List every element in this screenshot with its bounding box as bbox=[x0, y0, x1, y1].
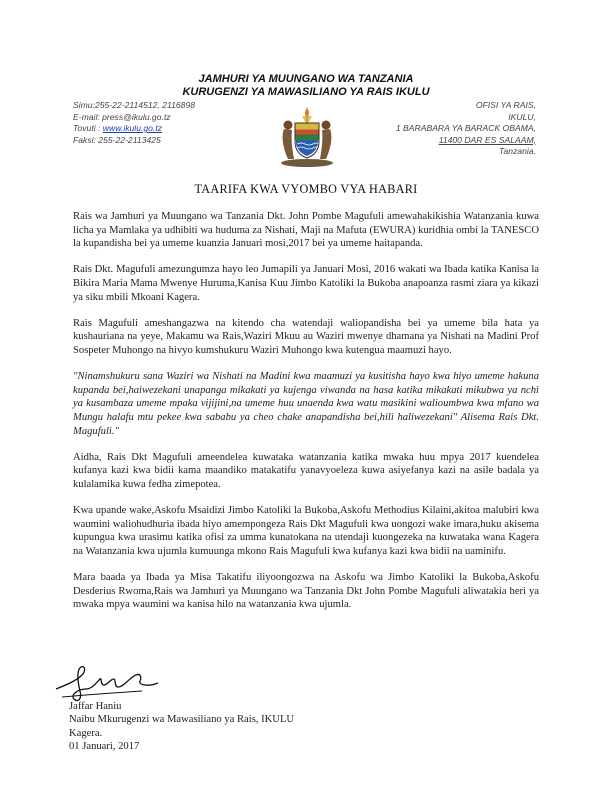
document-title: TAARIFA KWA VYOMBO VYA HABARI bbox=[194, 182, 418, 196]
quote-paragraph: "Ninamshukuru sana Waziri wa Nishati na Madini kwa maamuzi ya kusitisha hayo kwa hiyo umeme hakuna kupanda bei,haiwezekani unapanga mikakati ya kujenga viwanda na hasa katika mikakati mikubwa ya nchi ya kusambaza umeme mpaka vijijini,na umeme huu unaenda kwa watu masikini walioumbwa kwa mfano wa Mungu halafu mtu pekee kwa sababu ya cheo chake anapandisha bei,hili haliwezekani" Alisema Rais Dkt. Magufuli." bbox=[73, 371, 539, 437]
header-title-line1: JAMHURI YA MUUNGANO WA TANZANIA bbox=[198, 73, 414, 85]
email-text: E-mail: press@ikulu.go.tz bbox=[73, 111, 171, 122]
address-line5: Tanzania. bbox=[499, 146, 536, 156]
website-label: Tovuti : bbox=[73, 123, 103, 133]
closing-block bbox=[69, 700, 294, 754]
paragraph-5: Aidha, Rais Dkt Magufuli ameendelea kuwataka watanzania katika mwaka huu mpya 2017 kuendelea kufanya kazi kwa bidii kama maandiko matakatifu yanavyoeleza kuwa asiyefanya kazi na asile badala ya kulalamika kuwa fedha zimepotea. bbox=[73, 451, 539, 490]
website-link[interactable]: www.ikulu.go.tz bbox=[102, 123, 163, 133]
address-block bbox=[396, 100, 536, 158]
header-title-line2: KURUGENZI YA MAWASILIANO YA RAIS IKULU bbox=[182, 86, 430, 98]
paragraph-2: Rais Dkt. Magufuli amezungumza hayo leo Jumapili ya Januari Mosi, 2016 wakati wa Ibada katika Kanisa la Bikira Maria Mama Mwenye Huruma,Kanisa Kuu Jimbo Katoliki la Bukoba anapoanza rasmi ziara ya kikazi ya siku mbili Mkoani Kagera. bbox=[73, 264, 539, 303]
paragraph-6: Kwa upande wake,Askofu Msaidizi Jimbo Katoliki la Bukoba,Askofu Methodius Kilaini,akitoa malubiri kwa waumini waliohudhuria ibada hiyo amempongeza Rais Dkt Magufuli kwa uongozi wake imara,huku akisema kupungua kwa urasimu katika ofisi za umma kunatokana na utendaji kuongezeka na kuwataka wana Kagera na Watanzania kwa ujumla kumuunga mkono Rais Magufuli kwa kufanya kazi kwa bidii na uaminifu. bbox=[73, 505, 539, 557]
signatory-position: Naibu Mkurugenzi wa Mawasiliano ya Rais, IKULU bbox=[69, 714, 295, 726]
paragraph-1: Rais wa Jamhuri ya Muungano wa Tanzania Dkt. John Pombe Magufuli amewahakikishia Watanzania kuwa licha ya Mamlaka ya udhibiti wa huduma za Nishati, Maji na Mafuta (EWURA) kuridhia ombi la TANESCO la kupandisha bei ya umeme kuanzia Januari mosi,2017 bei ya umeme haitapanda. bbox=[73, 211, 539, 250]
fax-text: Faksi: 255-22-2113425 bbox=[73, 134, 161, 145]
signing-date: 01 Januari, 2017 bbox=[69, 741, 140, 753]
document-body bbox=[73, 210, 539, 624]
signing-place: Kagera. bbox=[69, 727, 103, 739]
address-line1: OFISI YA RAIS, bbox=[475, 100, 536, 110]
coat-of-arms-icon bbox=[275, 104, 339, 168]
signatory-name: Jaffar Haniu bbox=[69, 701, 122, 712]
contact-block bbox=[73, 100, 195, 146]
address-line4: 11400 DAR ES SALAAM, bbox=[438, 134, 536, 145]
paragraph-3: Rais Magufuli ameshangazwa na kitendo cha watendaji waliopandisha bei ya umeme bila hata ya kushauriana na yeye, Makamu wa Rais,Waziri Mkuu au Waziri mwenye dhamana ya Nishati na Madini Prof Sospeter Muhongo na hivyo kumshukuru Waziri Muhongo kwa kutengua maamuzi hayo. bbox=[73, 317, 539, 356]
website-line bbox=[73, 123, 195, 135]
phone-text: Simu:255-22-2114512, 2116898 bbox=[73, 100, 195, 110]
address-line2: IKULU, bbox=[508, 111, 536, 122]
paragraph-7: Mara baada ya Ibada ya Misa Takatifu iliyoongozwa na Askofu wa Jimbo Katoliki la Bukoba,Askofu Desderius Rwoma,Rais wa Jamhuri ya Muungano wa Tanzania Dkt John Pombe Magufuli aliwatakia heri ya mwaka mpya waumini wa kanisa hilo na watanzania kwa ujumla. bbox=[73, 572, 539, 611]
address-line3: 1 BARABARA YA BARACK OBAMA, bbox=[395, 123, 536, 133]
